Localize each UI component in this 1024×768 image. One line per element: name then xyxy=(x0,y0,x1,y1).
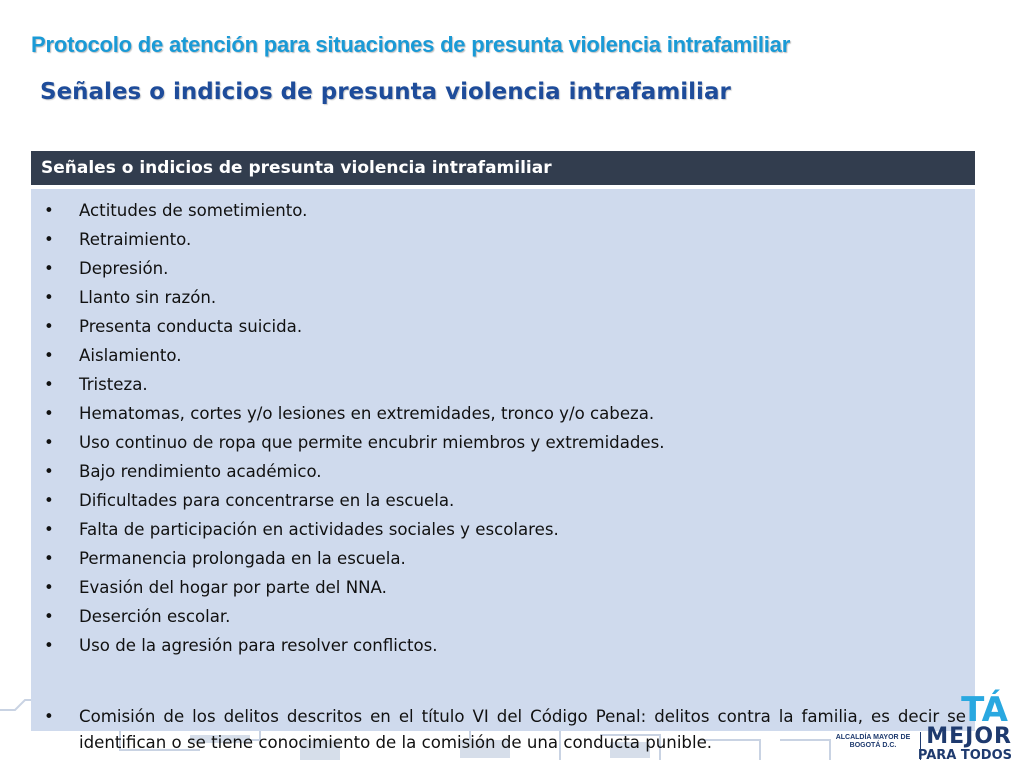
list-item-text: Evasión del hogar por parte del NNA. xyxy=(79,578,387,597)
list-item-text: Depresión. xyxy=(79,259,169,278)
list-item xyxy=(31,225,975,254)
list-item xyxy=(31,283,975,312)
list-item-text: Comisión de los delitos descritos en el título VI del Código Penal: delitos contra la familia, es decir se identifican o se tiene conocimiento de la comisión de una conducta punible. xyxy=(79,707,966,752)
table-header: Señales o indicios de presunta violencia intrafamiliar xyxy=(31,151,975,185)
list-item xyxy=(31,457,975,486)
bullet-icon: • xyxy=(44,491,54,510)
list-item-text: Hematomas, cortes y/o lesiones en extremidades, tronco y/o cabeza. xyxy=(79,404,655,423)
bullet-icon: • xyxy=(44,433,54,452)
list-item xyxy=(31,486,975,515)
bullet-icon: • xyxy=(44,707,54,726)
list-item xyxy=(31,573,975,602)
logo-para-todos-text: PARA TODOS xyxy=(917,748,1012,763)
bullet-icon: • xyxy=(44,288,54,307)
bullet-icon: • xyxy=(44,578,54,597)
list-item-text: Bajo rendimiento académico. xyxy=(79,462,322,481)
slide-title: Protocolo de atención para situaciones de presunta violencia intrafamiliar xyxy=(31,32,791,57)
list-item-text: Presenta conducta suicida. xyxy=(79,317,303,336)
slide-subtitle: Señales o indicios de presunta violencia intrafamiliar xyxy=(40,79,731,105)
list-item-text: Dificultades para concentrarse en la escuela. xyxy=(79,491,455,510)
list-item-text: Uso de la agresión para resolver conflictos. xyxy=(79,636,438,655)
bullet-icon: • xyxy=(44,346,54,365)
bogota-logo xyxy=(824,690,1014,766)
list-item-text: Deserción escolar. xyxy=(79,607,231,626)
bullet-icon: • xyxy=(44,230,54,249)
alcaldia-label: ALCALDÍA MAYOR DE BOGOTÁ D.C. xyxy=(835,734,911,749)
signs-list xyxy=(31,189,975,660)
list-item xyxy=(31,341,975,370)
list-item xyxy=(31,196,975,225)
list-item-text: Falta de participación en actividades sociales y escolares. xyxy=(79,520,559,539)
list-item xyxy=(31,544,975,573)
list-item xyxy=(31,428,975,457)
list-item-text: Retraimiento. xyxy=(79,230,192,249)
bullet-icon: • xyxy=(44,636,54,655)
bullet-icon: • xyxy=(44,317,54,336)
list-item-text: Actitudes de sometimiento. xyxy=(79,201,308,220)
list-item xyxy=(31,602,975,631)
list-item-text: Tristeza. xyxy=(79,375,148,394)
list-item xyxy=(31,631,975,660)
bullet-icon: • xyxy=(44,462,54,481)
bullet-icon: • xyxy=(44,404,54,423)
list-item-text: Permanencia prolongada en la escuela. xyxy=(79,549,406,568)
logo-ta-text: TÁ xyxy=(961,690,1008,730)
bullet-icon: • xyxy=(44,607,54,626)
list-item-text: Llanto sin razón. xyxy=(79,288,217,307)
bullet-icon: • xyxy=(44,549,54,568)
list-item-text: Aislamiento. xyxy=(79,346,182,365)
bullet-icon: • xyxy=(44,201,54,220)
list-item xyxy=(31,515,975,544)
bullet-icon: • xyxy=(44,375,54,394)
logo-mejor-text: MEJOR xyxy=(926,724,1012,749)
list-item xyxy=(31,399,975,428)
list-item-text: Uso continuo de ropa que permite encubrir miembros y extremidades. xyxy=(79,433,665,452)
bullet-icon: • xyxy=(44,520,54,539)
bullet-icon: • xyxy=(44,259,54,278)
list-item xyxy=(31,370,975,399)
list-item xyxy=(31,254,975,283)
list-item xyxy=(31,312,975,341)
